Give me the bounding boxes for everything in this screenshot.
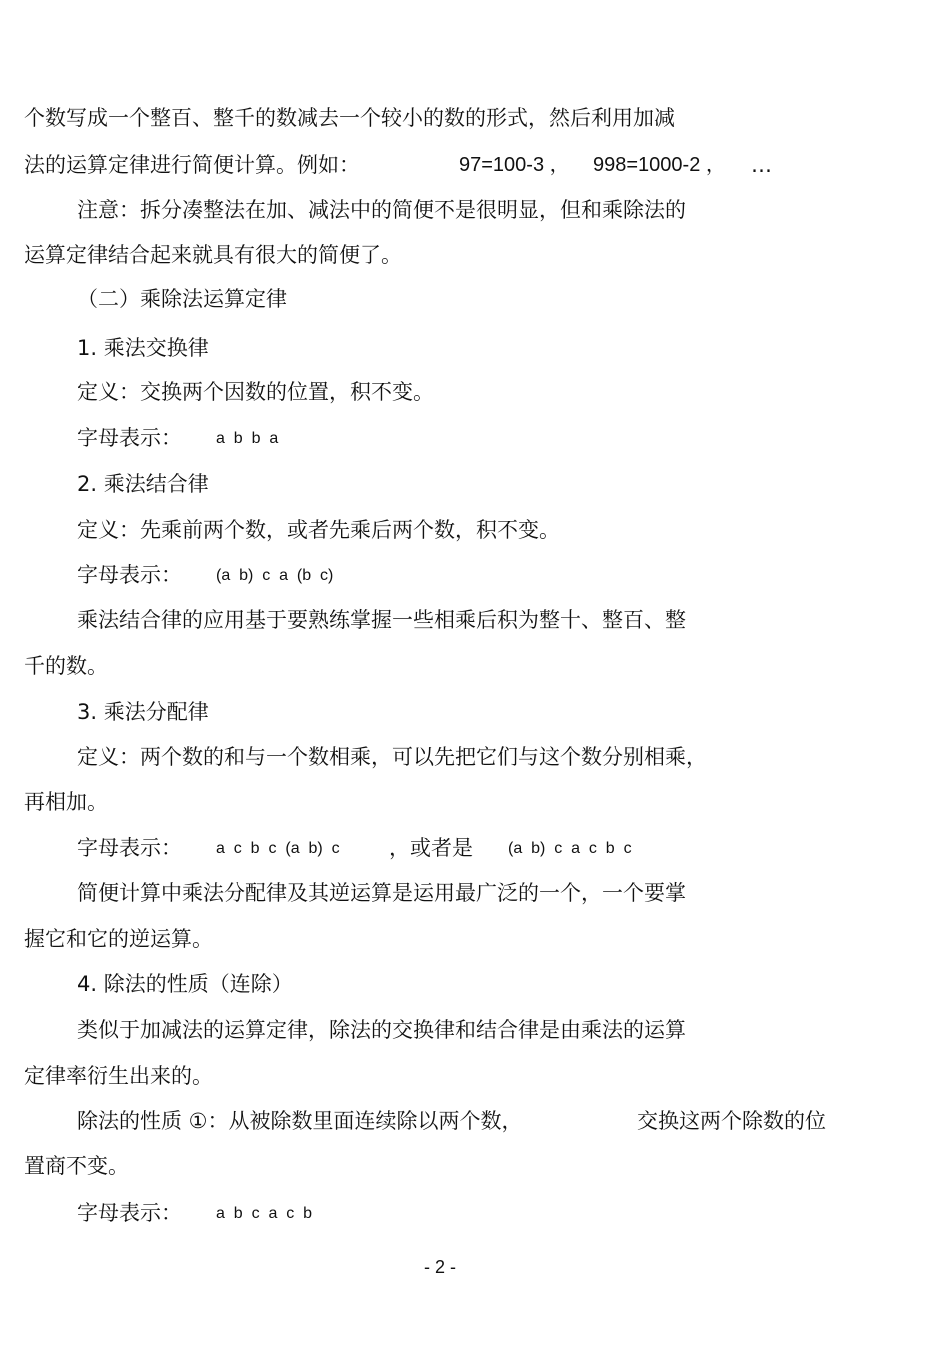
- paragraph-line: 千的数。: [24, 654, 108, 678]
- formula: (a b) c a (b c): [216, 567, 334, 584]
- connector-text: ，或者是: [389, 836, 473, 860]
- page-number: - 2 -: [423, 1257, 456, 1277]
- formula: a c b c (a b) c: [216, 840, 340, 857]
- line-text: 除法的性质 ①：从被除数里面连续除以两个数，: [77, 1109, 523, 1133]
- paragraph-line: 运算定律结合起来就具有很大的简便了。: [24, 243, 402, 267]
- paragraph-line: 置商不变。: [24, 1154, 129, 1178]
- paragraph-line: 定律率衍生出来的。: [24, 1064, 213, 1088]
- definition-line: 定义：交换两个因数的位置，积不变。: [77, 380, 434, 404]
- formula-label: 字母表示：: [77, 836, 182, 860]
- subsection-heading: 1. 乘法交换律: [77, 336, 209, 360]
- paragraph-line: 再相加。: [24, 790, 108, 814]
- subsection-heading: 2. 乘法结合律: [77, 472, 209, 496]
- example-formula: 998=1000-2 ，: [593, 154, 726, 176]
- formula-label: 字母表示：: [77, 426, 182, 450]
- formula-label: 字母表示：: [77, 1201, 182, 1225]
- definition-line: 定义：两个数的和与一个数相乘，可以先把它们与这个数分别相乘，: [77, 745, 707, 769]
- line-text: 交换这两个除数的位: [637, 1109, 826, 1133]
- formula: a b c a c b: [216, 1205, 313, 1222]
- formula-line: [77, 560, 334, 590]
- formula: (a b) c a c b c: [508, 840, 632, 857]
- formula-label: 字母表示：: [77, 563, 182, 587]
- paragraph-line: 个数写成一个整百、整千的数减去一个较小的数的形式，然后利用加减: [24, 106, 675, 130]
- example-formula: 97=100-3 ，: [459, 154, 570, 176]
- formula-line: [77, 1198, 313, 1228]
- paragraph-line: [24, 150, 772, 180]
- formula: a b b a: [216, 430, 279, 447]
- line-text: 法的运算定律进行简便计算。例如：: [24, 153, 360, 177]
- paragraph-line: 简便计算中乘法分配律及其逆运算是运用最广泛的一个，一个要掌: [77, 881, 686, 905]
- subsection-heading: 3. 乘法分配律: [77, 700, 209, 724]
- subsection-heading: 4. 除法的性质（连除）: [77, 972, 293, 996]
- paragraph-line: 类似于加减法的运算定律，除法的交换律和结合律是由乘法的运算: [77, 1018, 686, 1042]
- formula-line: [77, 423, 279, 453]
- definition-line: 定义：先乘前两个数，或者先乘后两个数，积不变。: [77, 518, 560, 542]
- paragraph-line: [77, 1106, 826, 1136]
- paragraph-line: 乘法结合律的应用基于要熟练掌握一些相乘后积为整十、整百、整: [77, 608, 686, 632]
- formula-line: [77, 833, 632, 863]
- paragraph-line: 注意：拆分凑整法在加、减法中的简便不是很明显，但和乘除法的: [77, 198, 686, 222]
- ellipsis: …: [751, 153, 772, 177]
- section-heading: （二）乘除法运算定律: [77, 287, 287, 311]
- paragraph-line: 握它和它的逆运算。: [24, 927, 213, 951]
